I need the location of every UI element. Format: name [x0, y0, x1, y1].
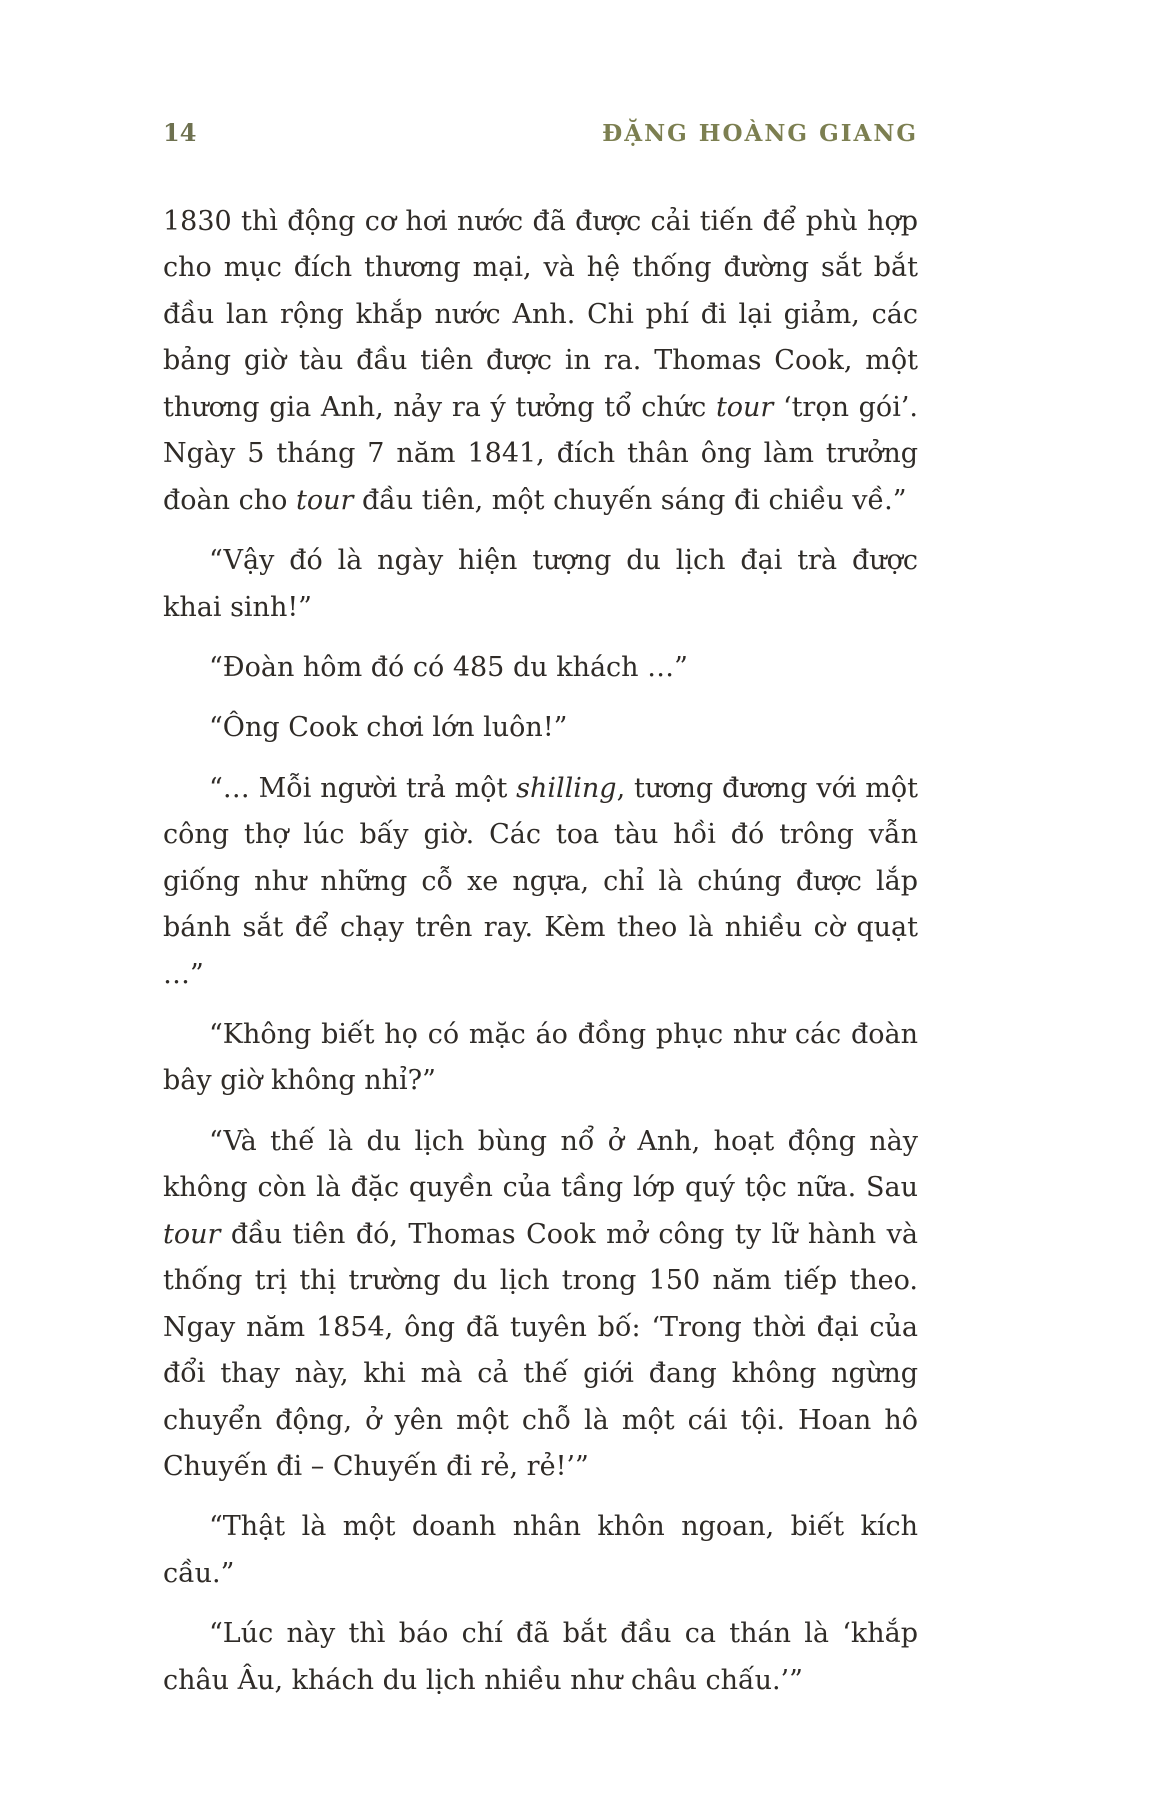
italic-text-run: tour	[295, 484, 354, 516]
italic-text-run: shilling	[516, 772, 617, 804]
paragraph	[163, 645, 918, 691]
paragraph	[163, 1611, 918, 1704]
running-header	[163, 118, 918, 147]
page-body	[163, 199, 918, 1704]
text-run: “Ông Cook chơi lớn luôn!”	[209, 712, 568, 744]
page-number: 14	[163, 118, 197, 147]
paragraph	[163, 538, 918, 631]
paragraph	[163, 1119, 918, 1491]
text-run: “Và thế là du lịch bùng nổ ở Anh, hoạt động này không còn là đặc quyền của tầng lớp quý tộc nữa. Sau	[163, 1125, 918, 1204]
text-run: “Vậy đó là ngày hiện tượng du lịch đại trà được khai sinh!”	[163, 545, 918, 623]
text-run: “… Mỗi người trả một	[209, 772, 517, 804]
text-run: “Không biết họ có mặc áo đồng phục như các đoàn bây giờ không nhỉ?”	[163, 1019, 918, 1097]
text-run: “Thật là một doanh nhân khôn ngoan, biết kích cầu.”	[163, 1511, 918, 1589]
paragraph	[163, 1504, 918, 1597]
italic-text-run: tour	[163, 1218, 221, 1250]
italic-text-run: tour	[715, 391, 774, 423]
text-run: “Đoàn hôm đó có 485 du khách …”	[209, 651, 688, 683]
text-run: 1830 thì động cơ hơi nước đã được cải tiến để phù hợp cho mục đích thương mại, và hệ thống đường sắt bắt đầu lan rộng khắp nước Anh. Chi phí đi lại giảm, các bảng giờ tàu đầu tiên được in ra. Thomas Cook, một thương gia Anh, nảy ra ý tưởng tổ chức	[163, 206, 918, 423]
text-run: đầu tiên, một chuyến sáng đi chiều về.”	[353, 484, 907, 516]
paragraph	[163, 766, 918, 998]
paragraph	[163, 199, 918, 524]
author-name: ĐẶNG HOÀNG GIANG	[602, 120, 918, 147]
text-run: ‘trọn gói’. Ngày 5 tháng 7 năm 1841, đích thân ông làm trưởng đoàn cho	[163, 391, 918, 516]
paragraph	[163, 705, 918, 751]
text-run: đầu tiên đó, Thomas Cook mở công ty lữ hành và thống trị thị trường du lịch trong 150 năm tiếp theo. Ngay năm 1854, ông đã tuyên bố: ‘Trong thời đại của đổi thay này, khi mà cả thế giới đang không ngừng chuyển động, ở yên một chỗ là một cái tội. Hoan hô Chuyến đi – Chuyến đi rẻ, rẻ!’”	[163, 1218, 918, 1482]
text-run: , tương đương với một công thợ lúc bấy giờ. Các toa tàu hồi đó trông vẫn giống như những cỗ xe ngựa, chỉ là chúng được lắp bánh sắt để chạy trên ray. Kèm theo là nhiều cờ quạt …”	[163, 772, 918, 990]
text-run: “Lúc này thì báo chí đã bắt đầu ca thán là ‘khắp châu Âu, khách du lịch nhiều như châu chấu.’”	[163, 1618, 918, 1696]
paragraph	[163, 1012, 918, 1105]
